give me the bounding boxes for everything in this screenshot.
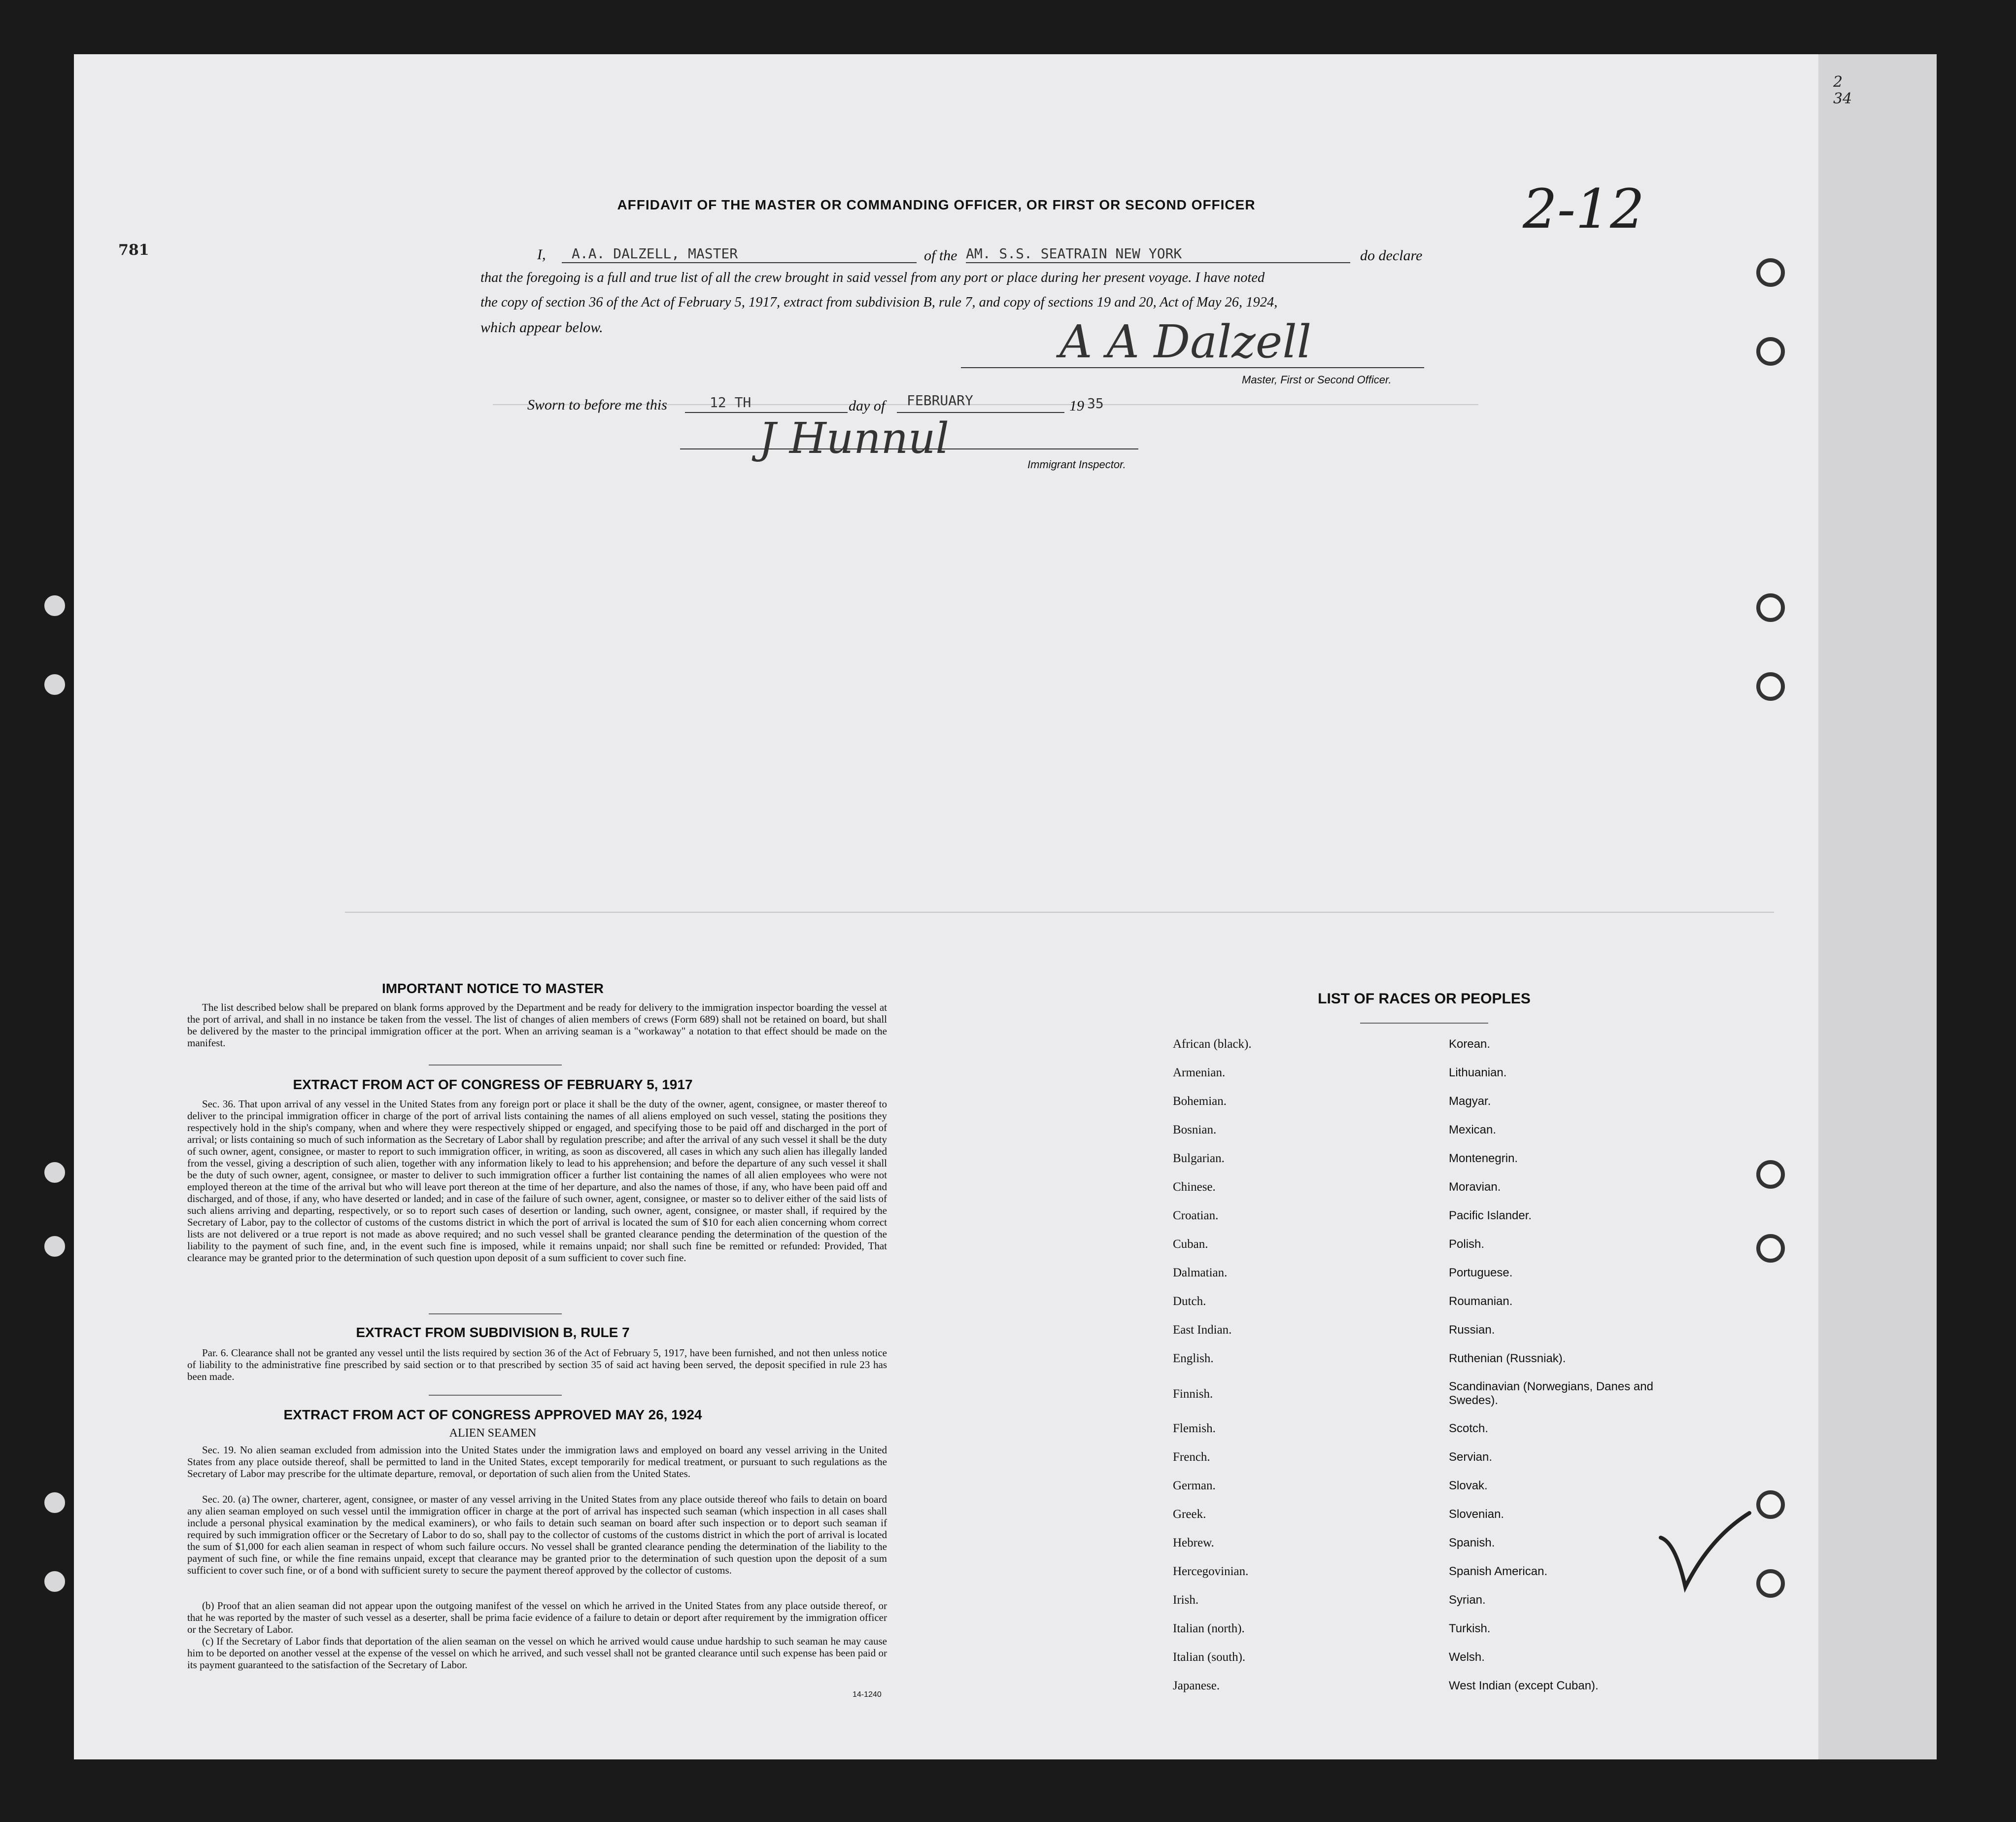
master-name-rule [562,262,917,263]
extract-1917-text: Sec. 36. That upon arrival of any vessel in the United States from any foreign port or place it shall be the duty of the owner, agent, consignee, or master thereof to deliver to the principal immigration officer in charge of the port of arrival lists containing the names of all aliens employed on such vessel, stating the positions they respectively hold in the ship's company, when and where they were respectively shipped or engaged, and specifying those to be paid off and discharged in the port of arrival; or lists containing so much of such information as the Secretary of Labor shall by regulation prescribe; and after the arrival of any such vessel it shall be the duty of such owner, agent, consignee, or master to report to such immigration officer, in writing, as soon as discovered, all cases in which any such alien has illegally landed from the vessel, giving a description of such alien, together with any information likely to lead to his apprehension; and before the departure of any such vessel it shall be the duty of such owner, agent, consignee, or master to deliver to such immigration officer a further list containing the names of all alien employees who were not employed thereon at the time of the arrival but who will leave port thereon at the time of her departure, and also the names of those, if any, who have been paid off and discharged, and of those, if any, who have deserted or landed; and in case of the failure of such owner, agent, consignee, or master so to deliver either of the said lists of such aliens arriving and departing, respectively, or so to report such cases of desertion or landing, such owner, agent, consignee, or master shall, if required by the Secretary of Labor, pay to the collector of customs of the customs district in which the port of arrival is located the sum of $10 for each alien concerning whom correct lists are not delivered or a true report is not made as above required; and no such vessel shall be granted clearance pending the determination of the question of the liability to the payment of such fine, and, in the event such fine is imposed, while it remains unpaid; nor shall such fine be remitted or refunded: Provided, That clearance may be granted prior to the determination of such question upon deposit of a sum sufficient to cover such fine. [187,1098,887,1264]
race-item: Moravian. [1449,1180,1501,1194]
binder-hole [1756,672,1785,701]
race-item: Bulgarian. [1173,1152,1225,1165]
affidavit-line-3: the copy of section 36 of the Act of February 5, 1917, extract from subdivision B, rule 7, and copy of sections 19 and 20, Act of May 26, 1924, [480,295,1278,310]
extract-1924-subtitle: ALIEN SEAMEN [449,1427,537,1440]
binder-hole [1756,1160,1785,1189]
binder-hole [1756,593,1785,622]
back-sheet-edge [1818,54,1937,1759]
binder-hole [1756,1569,1785,1598]
race-item: Scotch. [1449,1422,1489,1435]
race-item: Scandinavian (Norwegians, Danes and Swedes). [1449,1380,1653,1407]
race-item: Syrian. [1449,1593,1486,1607]
binder-hole [40,335,69,364]
race-item: French. [1173,1450,1210,1464]
sworn-label: Sworn to before me this [527,397,667,413]
master-signature-rule [961,367,1424,368]
race-item: Italian (north). [1173,1622,1245,1635]
affidavit-i-label: I, [537,246,546,263]
race-item: Italian (south). [1173,1650,1246,1664]
extract-1917-title: EXTRACT FROM ACT OF CONGRESS OF FEBRUARY 5, 1917 [293,1077,693,1092]
race-item: Slovak. [1449,1479,1488,1492]
binder-hole [1756,258,1785,287]
year-prefix: 19 [1069,398,1084,414]
form-number: 14-1240 [853,1690,882,1699]
section-divider [429,1313,562,1314]
race-item: Roumanian. [1449,1295,1513,1308]
race-item: Flemish. [1173,1422,1216,1435]
vessel-name-rule [966,262,1350,263]
year-suffix: 35 [1087,395,1104,412]
inspector-signature-rule [680,448,1138,449]
race-item: Servian. [1449,1450,1493,1464]
extract-1924-title: EXTRACT FROM ACT OF CONGRESS APPROVED MAY 26, 1924 [283,1407,702,1422]
master-signature-caption: Master, First or Second Officer. [1242,374,1392,386]
fold-line [345,912,1774,913]
race-item: Polish. [1449,1238,1485,1251]
sworn-month: FEBRUARY [907,392,973,409]
handwritten-corner-note: 2-12 [1523,177,1645,241]
race-item: English. [1173,1352,1214,1365]
extract-1924-sec20b: (b) Proof that an alien seaman did not appear upon the outgoing manifest of the vessel on which he arrived in the United States from any place outside thereof, or that he was reported by the master of such vessel as a deserter, shall be prima facie evidence of a failure to detain or deport after requirement by the immigration officer or the Secretary of Labor. [187,1600,887,1635]
race-item: Welsh. [1449,1650,1485,1664]
affidavit-of-the-label: of the [924,247,957,264]
binder-hole [40,670,69,699]
sworn-day-rule [685,412,848,413]
left-margin-note: 781 [118,241,149,259]
affidavit-line-2: that the foregoing is a full and true list of all the crew brought in said vessel from any port or place during her present voyage. I have noted [480,270,1265,285]
race-item: Dalmatian. [1173,1266,1228,1279]
race-item: East Indian. [1173,1323,1232,1337]
race-item: Portuguese. [1449,1266,1513,1279]
race-item: Croatian. [1173,1209,1219,1222]
race-item: Pacific Islander. [1449,1209,1532,1222]
binder-hole [1756,1490,1785,1519]
inspector-caption: Immigrant Inspector. [1027,458,1126,471]
inspector-signature: J Hunnul [759,414,949,463]
section-divider [429,1065,562,1066]
race-item: Dutch. [1173,1295,1206,1308]
race-item: German. [1173,1479,1216,1492]
extract-1924-sec19: Sec. 19. No alien seaman excluded from admission into the United States under the immigration laws and employed on board any vessel arriving in the United States from any place outside thereof, shall be permitted to land in the United States, except temporarily for medical treatment, or pursuant to such regulations as the Secretary of Labor may prescribe for the ultimate departure, removal, or deportation of such alien from the United States. [187,1444,887,1479]
race-item: Chinese. [1173,1180,1216,1194]
notice-title: IMPORTANT NOTICE TO MASTER [381,981,604,996]
race-item: Greek. [1173,1508,1206,1521]
binder-hole [40,591,69,620]
notice-text: The list described below shall be prepared on blank forms approved by the Department and be ready for delivery to the immigration inspector boarding the vessel at the port of arrival, and shall in no instance be taken from the vessel. The list of changes of alien members of crews (Form 689) shall not be retained on board, but shall be delivered by the master to the principal immigration officer at the port. When an arriving seaman is a "workaway" a notation to that effect should be made on the manifest. [187,1001,887,1049]
race-item: Slovenian. [1449,1508,1504,1521]
check-mark-icon [1656,1508,1754,1597]
race-item: Hercegovinian. [1173,1565,1249,1578]
race-item: Korean. [1449,1037,1491,1051]
race-item: Spanish. [1449,1536,1495,1549]
master-name: A.A. DALZELL, MASTER [572,245,738,262]
extract-1924-sec20c: (c) If the Secretary of Labor finds that deportation of the alien seaman on the vessel on which he arrived would cause undue hardship to such seaman he may cause him to be deported on another vessel at the expense of the vessel on which he arrived, and such vessel shall not be granted clearance until such expense has been paid or its payment guaranteed to the satisfaction of the Secretary of Labor. [187,1635,887,1671]
do-declare-label: do declare [1360,247,1423,264]
binder-hole [40,1158,69,1187]
race-item: Magyar. [1449,1095,1491,1108]
race-item: Finnish. [1173,1387,1213,1401]
race-item: African (black). [1173,1037,1252,1051]
binder-hole [40,256,69,285]
master-signature: A A Dalzell [1059,315,1312,368]
race-item: Lithuanian. [1449,1066,1507,1079]
subdivision-b-text: Par. 6. Clearance shall not be granted any vessel until the lists required by section 36 of the Act of February 5, 1917, have been furnished, and not then unless notice of liability to the administrative fine prescribed by said section or to that prescribed by section 35 of said act having been served, the deposit specified in rule 23 has been made. [187,1347,887,1382]
subdivision-b-title: EXTRACT FROM SUBDIVISION B, RULE 7 [356,1325,630,1340]
race-item: Turkish. [1449,1622,1491,1635]
race-item: Bosnian. [1173,1123,1217,1136]
sworn-month-rule [897,412,1064,413]
race-item: Hebrew. [1173,1536,1214,1549]
race-item: Bohemian. [1173,1095,1227,1108]
race-item: Spanish American. [1449,1565,1548,1578]
handwritten-top-right-note: 2 34 [1833,73,1852,107]
race-item: Irish. [1173,1593,1199,1607]
section-divider [429,1395,562,1396]
sworn-day: 12 TH [710,394,752,411]
extract-1924-sec20a: Sec. 20. (a) The owner, charterer, agent, consignee, or master of any vessel arriving in the United States from any place outside thereof who fails to detain on board any alien seaman employed on such vessel until the immigration officer in charge at the port of arrival has inspected such seaman (which inspection in all cases shall include a personal physical examination by the medical examiners), or who fails to detain such seaman on board after such inspection or to deport such seaman if required by such immigration officer or the Secretary of Labor to do so, shall pay to the collector of customs of the customs district in which the port of arrival is located the sum of $1,000 for each alien seaman in respect of whom such failure occurs. No vessel shall be granted clearance pending the determination of the liability to the payment of such fine, or while the fine remains unpaid, except that clearance may be granted prior to the determination of such question upon the deposit of a sum sufficient to cover such fine, or of a bond with sufficient surety to secure the payment thereof approved by the collector of customs. [187,1493,887,1576]
binder-hole [1756,1234,1785,1263]
race-item: Japanese. [1173,1679,1220,1692]
race-item: Cuban. [1173,1238,1208,1251]
race-item: Armenian. [1173,1066,1226,1079]
binder-hole [40,1232,69,1261]
binder-hole [40,1567,69,1596]
binder-hole [1756,337,1785,366]
race-item: Ruthenian (Russniak). [1449,1352,1566,1365]
race-item: West Indian (except Cuban). [1449,1679,1599,1692]
races-title: LIST OF RACES OR PEOPLES [1318,991,1531,1007]
day-of-label: day of [849,398,886,414]
race-item: Russian. [1449,1323,1495,1337]
vessel-name: AM. S.S. SEATRAIN NEW YORK [966,245,1182,262]
race-item: Mexican. [1449,1123,1497,1136]
race-item: Montenegrin. [1449,1152,1518,1165]
binder-hole [40,1488,69,1517]
affidavit-title: AFFIDAVIT OF THE MASTER OR COMMANDING OFFICER, OR FIRST OR SECOND OFFICER [617,197,1256,212]
section-divider [1360,1023,1488,1024]
affidavit-line-4: which appear below. [480,319,603,336]
